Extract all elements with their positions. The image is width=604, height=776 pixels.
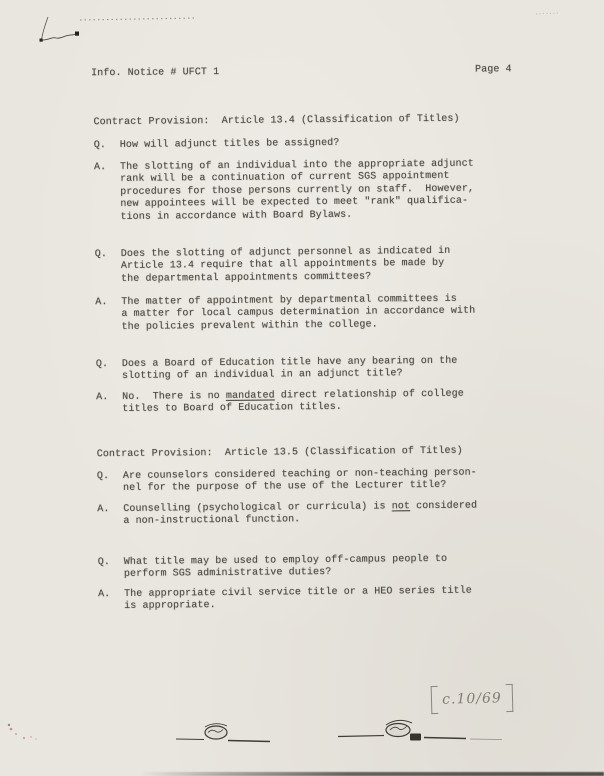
answer-text-pre: No. There is no [122,390,226,403]
question-label: Q. [93,140,106,152]
stamp-text: c.10/69 [441,690,503,708]
answer-label: A. [97,589,111,601]
section-2-heading: Contract Provision: Article 13.5 (Classification of Titles) [96,445,463,461]
answer-text [123,500,559,529]
answer-text [122,388,558,417]
answer-text: The matter of appointment by departmental committees is a matter for local campus determination in accordance with the policies prevalent within the college. [121,293,476,333]
answer-text: The appropriate civil service title or a HEO series title is appropriate. [123,585,472,613]
answer-label: A. [93,162,107,174]
underlined-word: not [391,501,411,513]
answer-block [95,293,557,335]
underlined-word: mandated [225,390,275,402]
question-text: How will adjunct titles be assigned? [119,137,340,151]
page-number: Page 4 [474,64,512,76]
answer-text-post: considered a non-instructional function. [123,500,478,528]
question-block [94,136,556,153]
answer-text: The slotting of an individual into the appropriate adjunct rank will be a continuation of current SGS appointment procedures for those persons currently on staff. However, new appointees will be expected to meet "rank" qualifica- tions in accordance with Board Bylaws. [119,158,475,223]
answer-label: A. [96,392,109,404]
question-label: Q. [94,249,108,261]
question-block [95,245,557,287]
question-block [97,467,559,496]
question-text: Does the slotting of adjunct personnel as indicated in Article 13.4 require that all appointments be made by the departmental appointments committees? [120,245,451,285]
answer-text-post: direct relationship of college titles to Board of Education titles. [122,388,464,416]
question-text: What title may be used to employ off-campus people to perform SGS administrative duties? [123,553,448,581]
answer-label: A. [97,504,110,516]
answer-block [96,388,558,417]
notice-label: Info. Notice # UFCT 1 [90,66,220,80]
question-label: Q. [97,557,110,569]
right-bracket-mark [505,684,513,712]
section-1-heading: Contract Provision: Article 13.4 (Classification of Titles) [93,113,460,129]
answer-text-pre: Counselling (psychological or curricula) is [123,501,392,515]
answer-block [97,500,559,529]
answer-label: A. [95,297,108,309]
answer-block [98,585,560,614]
handwritten-date-stamp [426,683,519,715]
question-text: Does a Board of Education title have any bearing on the slotting of an individual in an adjunct title? [121,355,458,383]
question-label: Q. [96,471,110,483]
question-label: Q. [95,359,109,371]
question-block [98,553,560,582]
scan-edge-shadow [140,772,604,776]
question-block [96,355,558,384]
answer-block [94,158,557,224]
question-text: Are counselors considered teaching or non-teaching person- nel for the purpose of the use of the Lecturer title? [122,467,477,495]
